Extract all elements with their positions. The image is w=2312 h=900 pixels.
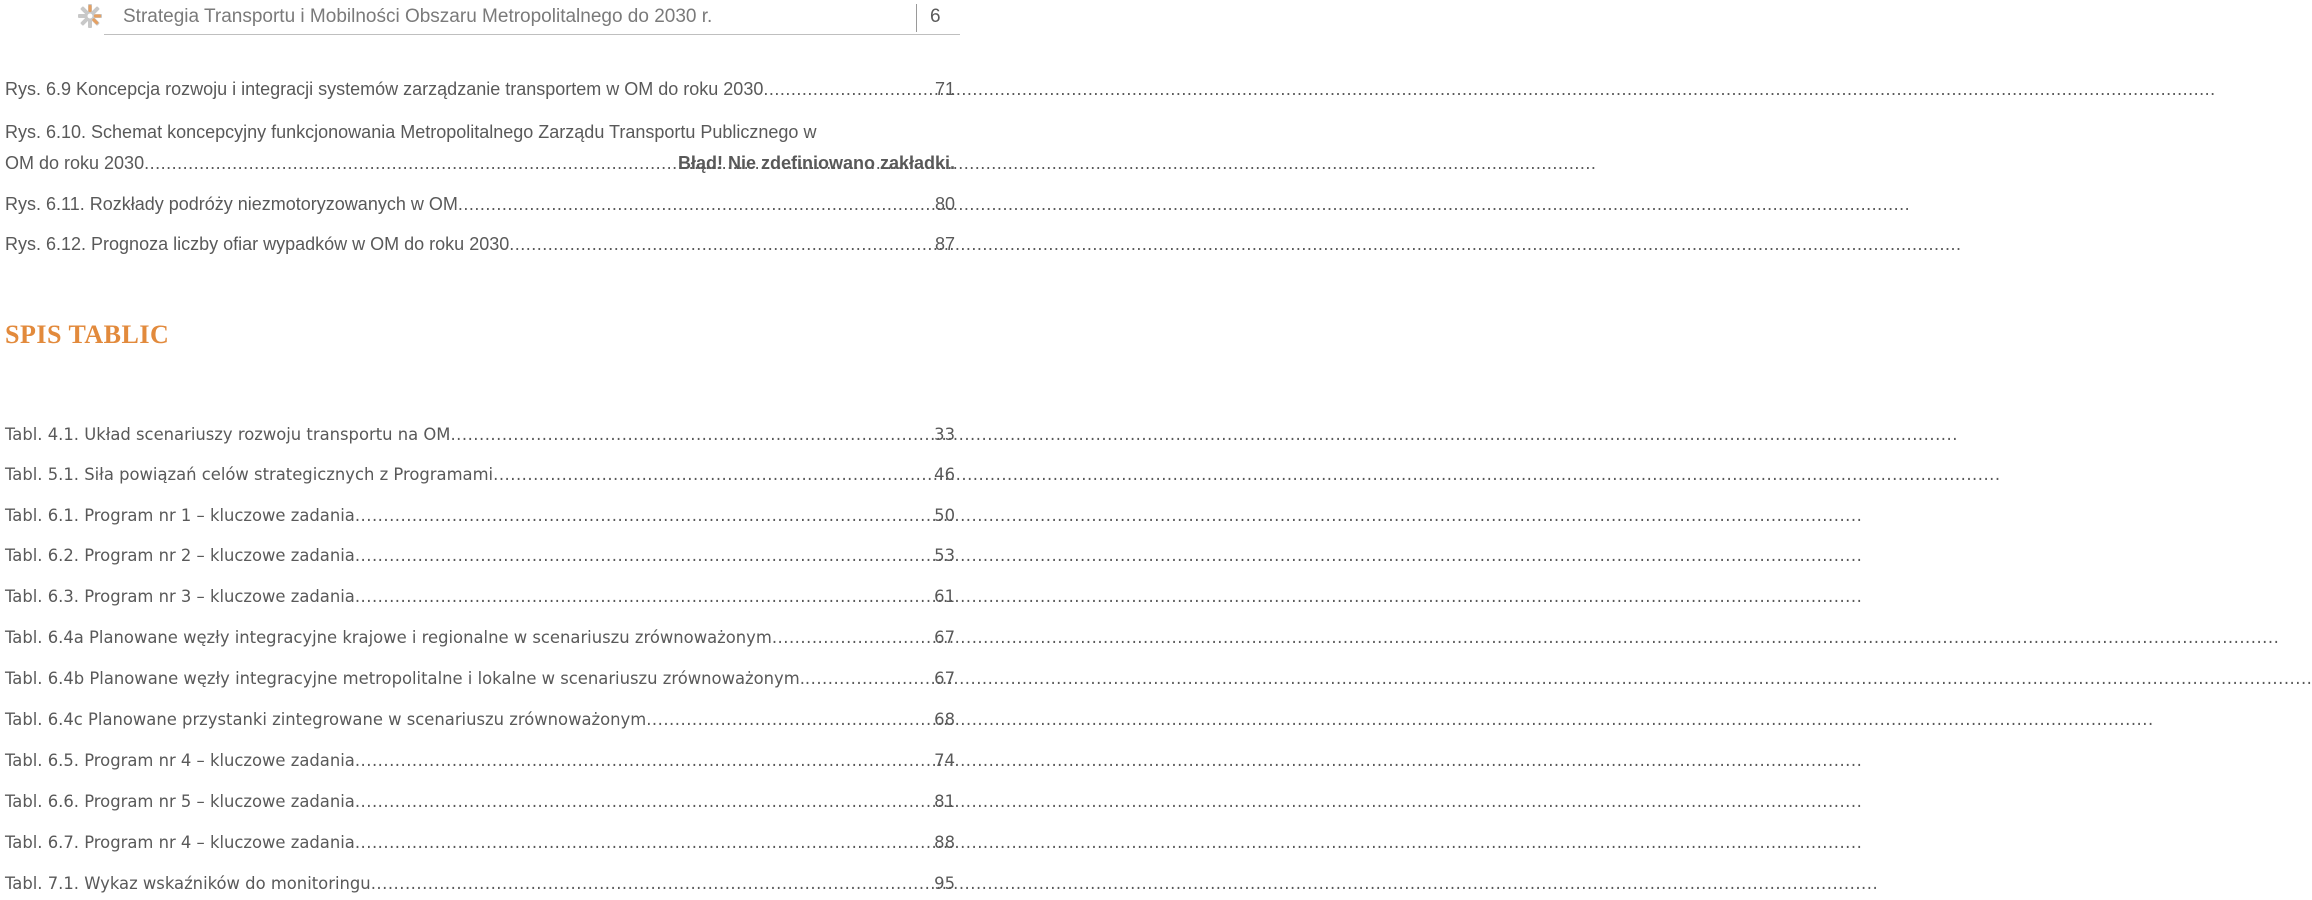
snowflake-logo-icon bbox=[76, 2, 104, 30]
toc-dot-leader bbox=[355, 789, 931, 815]
toc-figure-entry[interactable] bbox=[5, 191, 955, 217]
toc-entry-page: 88 bbox=[934, 833, 955, 852]
toc-dot-leader bbox=[509, 231, 932, 257]
toc-entry-label: Tabl. 6.2. Program nr 2 – kluczowe zadania bbox=[5, 546, 355, 565]
toc-entry-page: 33 bbox=[934, 425, 955, 444]
header-rule bbox=[104, 34, 960, 35]
toc-dot-leader bbox=[493, 462, 931, 488]
toc-entry-page: 61 bbox=[934, 587, 955, 606]
toc-table-entry[interactable] bbox=[5, 462, 955, 488]
toc-dot-leader bbox=[355, 503, 931, 529]
toc-table-entry[interactable] bbox=[5, 666, 955, 692]
toc-entry-page: 46 bbox=[934, 465, 955, 484]
toc-entry-page: 81 bbox=[934, 792, 955, 811]
toc-dot-leader bbox=[144, 150, 675, 176]
toc-table-entry[interactable] bbox=[5, 422, 955, 448]
toc-dot-leader bbox=[355, 543, 931, 569]
toc-table-entry[interactable] bbox=[5, 625, 955, 651]
toc-table-entry[interactable] bbox=[5, 543, 955, 569]
toc-figure-entry-line1[interactable]: Rys. 6.10. Schemat koncepcyjny funkcjonowania Metropolitalnego Zarządu Transportu Publicznego w bbox=[5, 122, 817, 142]
toc-entry-label: Tabl. 5.1. Siła powiązań celów strategicznych z Programami bbox=[5, 465, 494, 484]
toc-entry-label: Rys. 6.9 Koncepcja rozwoju i integracji systemów zarządzanie transportem w OM do roku 2030 bbox=[5, 79, 764, 99]
toc-dot-leader bbox=[458, 191, 932, 217]
toc-dot-leader bbox=[646, 707, 931, 733]
toc-entry-label: Rys. 6.11. Rozkłady podróży niezmotoryzowanych w OM bbox=[5, 194, 458, 214]
toc-entry-label: Tabl. 4.1. Układ scenariuszy rozwoju transportu na OM bbox=[5, 425, 451, 444]
toc-dot-leader bbox=[805, 666, 931, 692]
toc-dot-leader bbox=[355, 830, 931, 856]
toc-entry-page: 53 bbox=[934, 546, 955, 565]
toc-entry-page: 80 bbox=[934, 194, 955, 214]
section-title: SPIS TABLIC bbox=[5, 320, 170, 349]
toc-entry-page: 71 bbox=[934, 79, 955, 99]
toc-entry-label: Tabl. 6.6. Program nr 5 – kluczowe zadania bbox=[5, 792, 355, 811]
toc-dot-leader bbox=[450, 422, 931, 448]
header-title: Strategia Transportu i Mobilności Obszaru Metropolitalnego do 2030 r. bbox=[123, 6, 713, 27]
toc-entry-page: 74 bbox=[934, 751, 955, 770]
toc-entry-label: Rys. 6.12. Prognoza liczby ofiar wypadków w OM do roku 2030 bbox=[5, 234, 510, 254]
toc-entry-label: Tabl. 6.4c Planowane przystanki zintegrowane w scenariuszu zrównoważonym bbox=[5, 710, 647, 729]
toc-entry-page: 67 bbox=[934, 628, 955, 647]
toc-table-entry[interactable] bbox=[5, 789, 955, 815]
toc-dot-leader bbox=[763, 76, 932, 102]
toc-entry-label: Tabl. 6.4a Planowane węzły integracyjne krajowe i regionalne w scenariuszu zrównoważonym bbox=[5, 628, 772, 647]
toc-entry-label: Tabl. 6.1. Program nr 1 – kluczowe zadania bbox=[5, 506, 355, 525]
toc-figure-entry[interactable] bbox=[5, 231, 955, 257]
toc-entry-page: 50 bbox=[934, 506, 955, 525]
toc-table-entry[interactable] bbox=[5, 830, 955, 856]
toc-entry-page-error: Błąd! Nie zdefiniowano zakładki. bbox=[677, 153, 955, 173]
toc-entry-page: 68 bbox=[934, 710, 955, 729]
toc-entry-label: Tabl. 6.4b Planowane węzły integracyjne metropolitalne i lokalne w scenariuszu zrównoważonym. bbox=[5, 669, 805, 688]
toc-table-entry[interactable] bbox=[5, 748, 955, 774]
toc-table-entry[interactable] bbox=[5, 584, 955, 610]
toc-dot-leader bbox=[371, 871, 931, 897]
toc-figure-entry[interactable] bbox=[5, 150, 955, 176]
toc-entry-label: Tabl. 6.5. Program nr 4 – kluczowe zadania bbox=[5, 751, 355, 770]
toc-entry-page: 95 bbox=[934, 874, 955, 893]
page-number: 6 bbox=[930, 6, 941, 27]
page-header bbox=[0, 0, 960, 40]
toc-dot-leader bbox=[355, 748, 931, 774]
toc-entry-page: 87 bbox=[934, 234, 955, 254]
header-divider bbox=[916, 4, 917, 32]
toc-table-entry[interactable] bbox=[5, 871, 955, 897]
toc-entry-label: OM do roku 2030 bbox=[5, 153, 145, 173]
toc-dot-leader bbox=[772, 625, 931, 651]
toc-table-entry[interactable] bbox=[5, 707, 955, 733]
toc-table-entry[interactable] bbox=[5, 503, 955, 529]
toc-entry-label: Tabl. 6.3. Program nr 3 – kluczowe zadania bbox=[5, 587, 355, 606]
toc-entry-label: Tabl. 6.7. Program nr 4 – kluczowe zadania bbox=[5, 833, 355, 852]
toc-dot-leader bbox=[355, 584, 931, 610]
toc-entry-label: Tabl. 7.1. Wykaz wskaźników do monitoringu bbox=[5, 874, 371, 893]
toc-figure-entry[interactable] bbox=[5, 76, 955, 102]
toc-entry-page: 67 bbox=[934, 669, 955, 688]
